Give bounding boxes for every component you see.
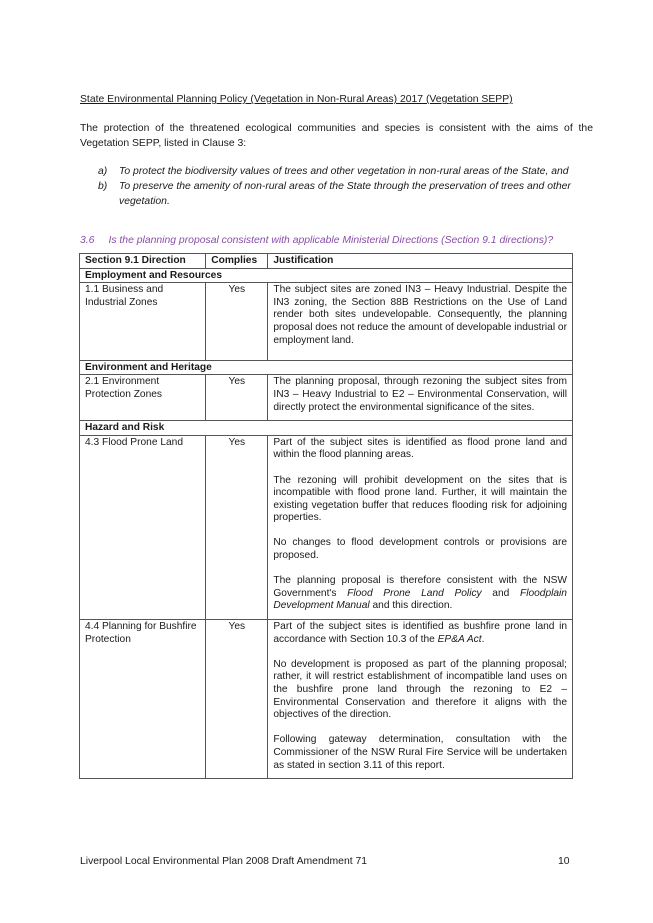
group-row xyxy=(80,268,573,283)
page-number: 10 xyxy=(558,856,570,867)
table-row xyxy=(80,620,573,779)
group-environment: Environment and Heritage xyxy=(80,360,573,375)
ministerial-directions-table xyxy=(79,253,573,779)
text-run: Part of the subject sites is identified as bushfire prone land in accordance with Section 10.3 of the xyxy=(273,621,567,645)
complies-cell: Yes xyxy=(206,620,268,779)
aims-list xyxy=(80,164,593,209)
group-row xyxy=(80,360,573,375)
text-run: and this direction. xyxy=(369,600,453,612)
policy-title: Flood Prone Land Policy xyxy=(347,587,482,599)
complies-cell: Yes xyxy=(206,435,268,619)
justification-cell xyxy=(268,375,573,421)
list-item xyxy=(80,164,593,179)
section-title: Is the planning proposal consistent with applicable Ministerial Directions (Section 9.1 directions)? xyxy=(108,235,554,246)
section-number: 3.6 xyxy=(80,235,95,246)
list-item-text: To protect the biodiversity values of trees and other vegetation in non-rural areas of the State, and xyxy=(119,166,569,177)
direction-cell: 1.1 Business and Industrial Zones xyxy=(80,283,206,361)
header-justification: Justification xyxy=(268,254,573,269)
justification-text: Following gateway determination, consultation with the Commissioner of the NSW Rural Fire Service will be undertaken as stated in section 3.11 of this report. xyxy=(273,734,567,771)
text-run: and xyxy=(481,587,520,599)
act-title: EP&A Act xyxy=(437,633,482,645)
list-marker: a) xyxy=(98,166,108,177)
sepp-heading: State Environmental Planning Policy (Vegetation in Non-Rural Areas) 2017 (Vegetation SEPP) xyxy=(80,94,513,105)
list-item xyxy=(80,179,593,209)
spacer xyxy=(273,347,567,360)
justification-text: Part of the subject sites is identified as flood prone land and within the flood planning areas. xyxy=(273,436,567,461)
justification-text: No changes to flood development controls or provisions are proposed. xyxy=(273,537,567,562)
justification-text: The rezoning will prohibit development on the sites that is incompatible with flood prone land. Further, it will maintain the existing vegetation buffer that reduces flooding risk for adjoining properties. xyxy=(273,474,567,524)
table-header-row xyxy=(80,254,573,269)
justification-text: The subject sites are zoned IN3 – Heavy Industrial. Despite the IN3 zoning, the Section 88B Restrictions on the Use of Land render both sites undevelopable. Consequently, the planning proposal does not reduce the amount of developable industrial or employment land. xyxy=(273,284,567,346)
direction-cell: 4.4 Planning for Bushfire Protection xyxy=(80,620,206,779)
justification-text xyxy=(273,621,567,646)
complies-cell: Yes xyxy=(206,283,268,361)
justification-cell xyxy=(268,620,573,779)
footer-title: Liverpool Local Environmental Plan 2008 Draft Amendment 71 xyxy=(80,856,368,867)
text-run: The planning proposal is therefore consistent with the NSW Government's xyxy=(273,575,567,599)
group-employment: Employment and Resources xyxy=(80,268,573,283)
group-row xyxy=(80,421,573,436)
manual-title: Floodplain Development Manual xyxy=(273,587,567,612)
intro-paragraph: The protection of the threatened ecological communities and species is consistent with the aims of the Vegetation SEPP, listed in Clause 3: xyxy=(80,123,593,149)
justification-text: No development is proposed as part of the planning proposal; rather, it will restrict establishment of incompatible land uses on the bushfire prone land through the rezoning to E2 – Environmental Conservation and therefore it aligns with the objectives of the direction. xyxy=(273,658,567,721)
text-run: . xyxy=(481,633,485,645)
spacer xyxy=(273,613,567,619)
justification-cell xyxy=(268,435,573,619)
justification-cell xyxy=(268,283,573,361)
header-complies: Complies xyxy=(206,254,268,269)
list-marker: b) xyxy=(98,181,108,192)
spacer xyxy=(273,772,567,778)
direction-cell: 2.1 Environment Protection Zones xyxy=(80,375,206,421)
spacer xyxy=(273,414,567,420)
complies-cell: Yes xyxy=(206,375,268,421)
direction-cell: 4.3 Flood Prone Land xyxy=(80,435,206,619)
header-direction: Section 9.1 Direction xyxy=(80,254,206,269)
list-item-text: To preserve the amenity of non-rural areas of the State through the preservation of trees and other vegetation. xyxy=(119,181,571,207)
justification-text xyxy=(273,575,567,613)
group-hazard: Hazard and Risk xyxy=(80,421,573,436)
table-row xyxy=(80,435,573,619)
section-heading xyxy=(80,235,553,246)
table-row xyxy=(80,375,573,421)
table-row xyxy=(80,283,573,361)
justification-text: The planning proposal, through rezoning the subject sites from IN3 – Heavy Industrial to E2 – Environmental Conservation, will directly protect the environmental significance of the sites. xyxy=(273,376,567,413)
